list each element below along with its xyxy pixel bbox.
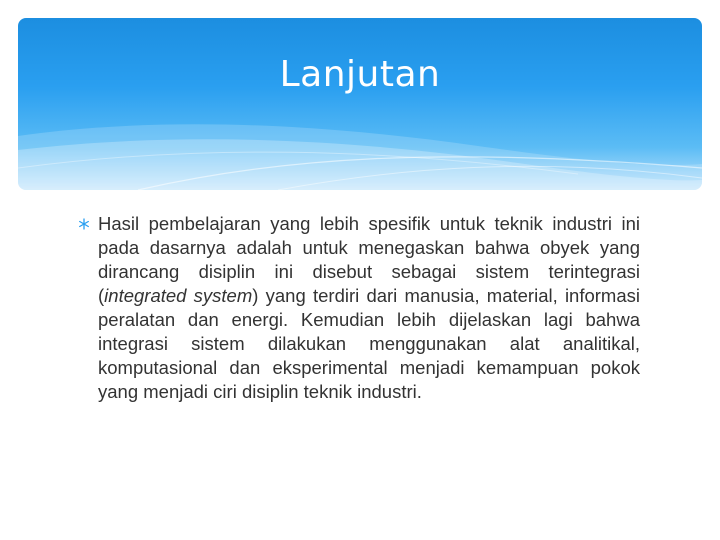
slide-content <box>78 212 640 404</box>
title-banner <box>18 18 702 190</box>
bullet-text <box>98 212 640 404</box>
asterisk-bullet-icon <box>78 218 90 230</box>
bullet-text-after: ) yang terdiri dari manusia, material, informasi peralatan dan energi. Kemudian lebih dijelaskan lagi bahwa integrasi sistem dilakukan menggunakan alat analitikal, komputasional dan eksperimental menjadi kemampuan pokok yang menjadi ciri disiplin teknik industri. <box>98 285 640 402</box>
banner-wave-decoration <box>18 18 702 190</box>
bullet-text-italic: integrated system <box>104 285 253 306</box>
bullet-item <box>78 212 640 404</box>
slide-title: Lanjutan <box>279 54 441 95</box>
bullet-text-before: Hasil pembelajaran yang lebih spesifik untuk teknik industri ini pada dasarnya adalah untuk menegaskan bahwa obyek yang dirancang disiplin ini disebut sebagai sistem terintegrasi ( <box>98 213 640 306</box>
